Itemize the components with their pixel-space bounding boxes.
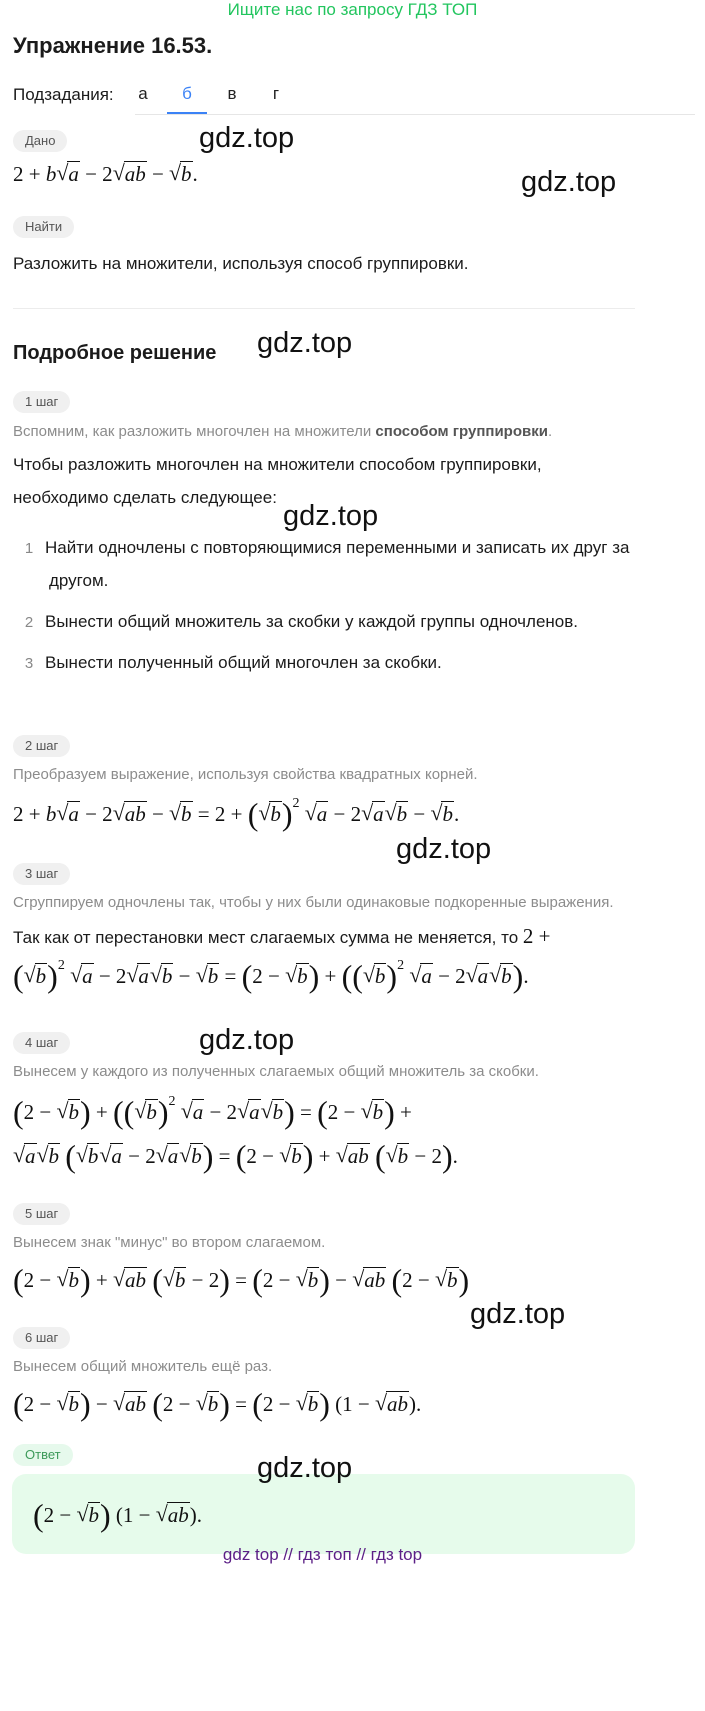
step-1-line-2: необходимо сделать следующее: [13, 488, 277, 507]
step-4-tag: 4 шаг [13, 1032, 70, 1054]
step-5-tag: 5 шаг [13, 1203, 70, 1225]
watermark: gdz.top [521, 166, 617, 198]
find-text: Разложить на множители, используя способ группировки. [13, 254, 469, 273]
step-3-tag: 3 шаг [13, 863, 70, 885]
step-2-formula: 2 + b√ a − 2√ ab − √ b = 2 + (√ b)$^2$ √ a − 2√ a√ b − √ b. [13, 796, 459, 833]
step-6-formula: (2 − √ b) − √ ab (2 − √ b) = (2 − √ b) (1 − √ ab). [13, 1386, 421, 1423]
step-5-formula: (2 − √ b) + √ ab (√ b − 2) = (2 − √ b) − √ ab (2 − √ b) [13, 1262, 469, 1299]
answer-formula: (2 − √ b) (1 − √ ab). [33, 1497, 202, 1534]
list-item: 2 Вынести общий множитель за скобки у каждой группы одночленов. [24, 612, 579, 631]
step-1-line-1: Чтобы разложить многочлен на множители способом группировки, [13, 455, 542, 474]
subtasks-label: Подзадания: [13, 85, 114, 104]
watermark: gdz.top [257, 1452, 353, 1484]
step-5-note: Вынесем знак "минус" во втором слагаемом. [13, 1234, 326, 1251]
step-2-note: Преобразуем выражение, используя свойства квадратных корней. [13, 766, 478, 783]
given-tag: Дано [13, 130, 67, 152]
footer-links[interactable]: gdz top // гдз топ // гдз top [222, 1545, 423, 1564]
divider [13, 308, 635, 309]
step-3-text: Так как от перестановки мест слагаемых сумма не меняется, то 2 + [13, 924, 551, 948]
page-title: Упражнение 16.53. [13, 33, 213, 58]
watermark: gdz.top [470, 1298, 566, 1330]
tab-a[interactable]: а [138, 84, 148, 103]
given-expression: 2 + b√ a − 2√ ab − √ b. [13, 162, 198, 187]
watermark: gdz.top [199, 1024, 295, 1056]
tab-g[interactable]: г [272, 84, 280, 103]
step-4-formula-line-2: √ a√ b (√ b√ a − 2√ a√ b) = (2 − √ b) + √ ab (√ b − 2). [13, 1138, 458, 1175]
list-item-continuation: другом. [49, 571, 109, 590]
list-item: 3 Вынести полученный общий многочлен за скобки. [24, 653, 442, 672]
step-4-note: Вынесем у каждого из полученных слагаемых общий множитель за скобки. [13, 1063, 539, 1080]
watermark: gdz.top [199, 122, 295, 154]
step-4-formula-line-1: (2 − √ b) + ((√ b)$^2$ √ a − 2√ a√ b) = (2 − √ b) + [13, 1094, 412, 1131]
find-tag: Найти [13, 216, 74, 238]
step-2-tag: 2 шаг [13, 735, 70, 757]
watermark: gdz.top [396, 833, 492, 865]
subtasks-tabs [135, 74, 695, 115]
tab-v[interactable]: в [227, 84, 237, 103]
tab-b[interactable]: б [182, 84, 192, 103]
step-1-note: Вспомним, как разложить многочлен на множители способом группировки. [13, 423, 553, 440]
step-6-tag: 6 шаг [13, 1327, 70, 1349]
active-tab-underline [167, 112, 207, 114]
solution-heading: Подробное решение [13, 342, 217, 364]
watermark: gdz.top [283, 500, 379, 532]
search-banner: Ищите нас по запросу ГДЗ ТОП [227, 0, 478, 19]
step-1-tag: 1 шаг [13, 391, 70, 413]
step-3-formula: (√ b)$^2$ √ a − 2√ a√ b − √ b = (2 − √ b) + ((√ b)$^2$ √ a − 2√ a√ b). [13, 958, 529, 995]
watermark: gdz.top [257, 327, 353, 359]
list-item: 1 Найти одночлены с повторяющимися переменными и записать их друг за [24, 538, 630, 557]
answer-tag: Ответ [13, 1444, 73, 1466]
step-6-note: Вынесем общий множитель ещё раз. [13, 1358, 273, 1375]
step-3-note: Сгруппируем одночлены так, чтобы у них были одинаковые подкоренные выражения. [13, 894, 614, 911]
